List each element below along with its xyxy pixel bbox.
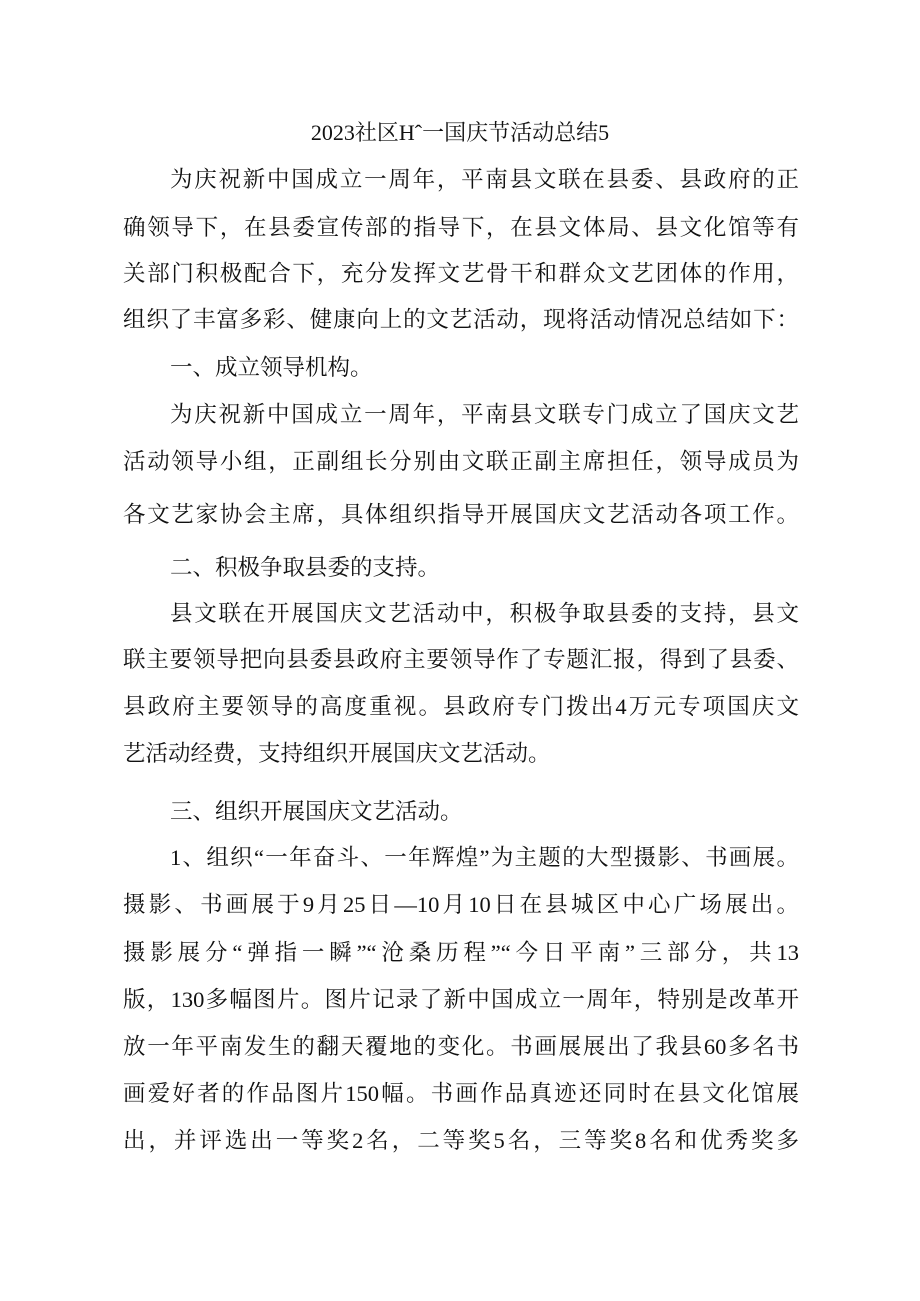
paragraph-line: 为庆祝新中国成立一周年，平南县文联专门成立了国庆文艺: [170, 402, 799, 427]
paragraph-line: 联主要领导把向县委县政府主要领导作了专题汇报，得到了县委、: [123, 647, 799, 672]
paragraph-line: 摄影、书画展于9月25日—10月10日在县城区中心广场展出。: [123, 892, 799, 917]
paragraph-line: 出，并评选出一等奖2名，二等奖5名，三等奖8名和优秀奖多: [123, 1128, 799, 1153]
paragraph-line: 放一年平南发生的翻天覆地的变化。书画展展出了我县60多名书: [123, 1034, 799, 1059]
section-heading: 三、组织开展国庆文艺活动。: [170, 799, 463, 824]
paragraph-line: 为庆祝新中国成立一周年，平南县文联在县委、县政府的正: [170, 167, 799, 192]
paragraph-line: 版，130多幅图片。图片记录了新中国成立一周年，特别是改革开: [123, 987, 799, 1012]
paragraph-line: 活动领导小组，正副组长分别由文联正副主席担任，领导成员为: [123, 449, 799, 474]
paragraph-line: 各文艺家协会主席，具体组织指导开展国庆文艺活动各项工作。: [123, 502, 799, 527]
section-heading: 一、成立领导机构。: [170, 355, 373, 380]
paragraph-line: 关部门积极配合下，充分发挥文艺骨干和群众文艺团体的作用，: [123, 261, 799, 286]
paragraph-line: 画爱好者的作品图片150幅。书画作品真迹还同时在县文化馆展: [123, 1081, 799, 1106]
document-title: 2023社区Hˆ一国庆节活动总结5: [310, 120, 610, 145]
paragraph-line: 组织了丰富多彩、健康向上的文艺活动，现将活动情况总结如下：: [123, 307, 799, 332]
paragraph-line: 县政府主要领导的高度重视。县政府专门拨出4万元专项国庆文: [123, 694, 799, 719]
paragraph-line: 确领导下，在县委宣传部的指导下，在县文体局、县文化馆等有: [123, 215, 799, 240]
paragraph-line: 摄影展分“弹指一瞬”“沧桑历程”“今日平南”三部分，共13: [123, 940, 799, 965]
section-heading: 二、积极争取县委的支持。: [170, 555, 441, 580]
paragraph-line: 县文联在开展国庆文艺活动中，积极争取县委的支持，县文: [170, 601, 799, 626]
paragraph-line: 艺活动经费，支持组织开展国庆文艺活动。: [123, 741, 551, 766]
paragraph-line: 1、组织“一年奋斗、一年辉煌”为主题的大型摄影、书画展。: [170, 845, 799, 870]
